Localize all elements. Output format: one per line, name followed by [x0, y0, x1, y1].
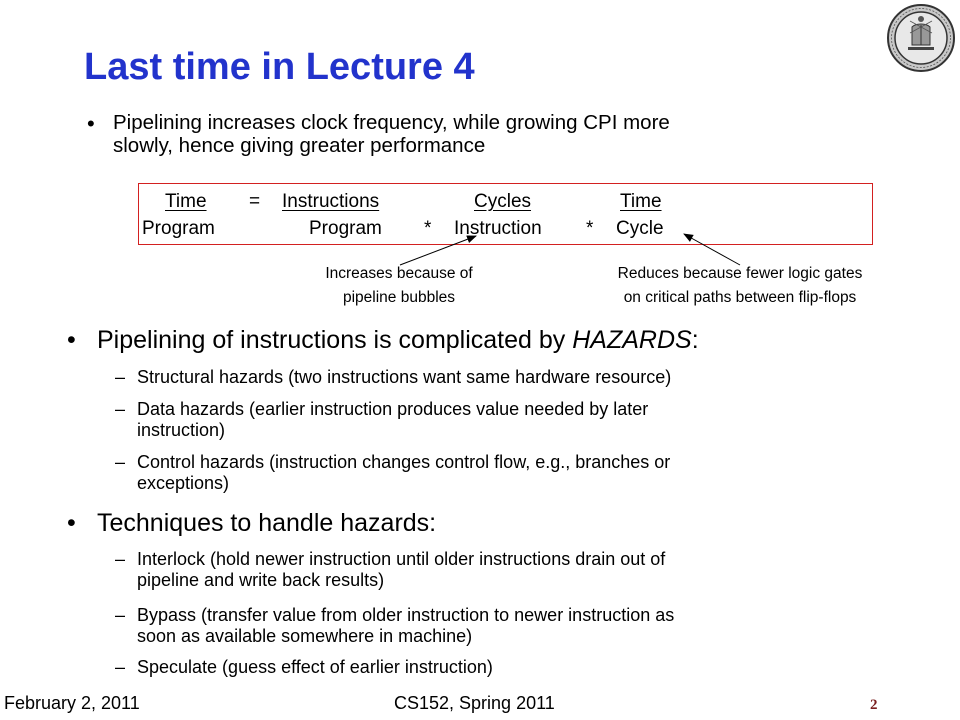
intro-bullet-line2: slowly, hence giving greater performance — [113, 134, 486, 157]
hazards-bullet-prefix: Pipelining of instructions is complicated by — [97, 326, 573, 354]
techniques-bullet: Techniques to handle hazards: — [97, 509, 437, 537]
hazard-item-dash: – — [115, 452, 126, 472]
bullet-dot: • — [67, 326, 76, 354]
technique-item-bypass-cont: soon as available somewhere in machine) — [137, 626, 473, 646]
annotation-logic-gates — [562, 262, 918, 310]
technique-item-speculate: Speculate (guess effect of earlier instruction) — [137, 657, 493, 677]
eq-program-denominator-2: Program — [309, 218, 382, 239]
technique-item-interlock: Interlock (hold newer instruction until older instructions drain out of — [137, 549, 666, 569]
technique-item-dash: – — [115, 605, 126, 625]
bullet-dot: • — [87, 111, 95, 136]
hazards-bullet — [97, 326, 699, 355]
eq-times-2: * — [586, 218, 594, 239]
footer-date: February 2, 2011 — [4, 693, 140, 713]
hazard-item-data: Data hazards (earlier instruction produces value needed by later — [137, 399, 649, 419]
technique-item-dash: – — [115, 657, 126, 677]
hazard-item-structural: Structural hazards (two instructions want same hardware resource) — [137, 367, 672, 387]
hazards-emphasis: HAZARDS — [572, 326, 692, 354]
annotation-bubbles-line2: pipeline bubbles — [342, 289, 456, 306]
eq-times-1: * — [424, 218, 432, 239]
technique-item-dash: – — [115, 549, 126, 569]
eq-time-numerator-2: Time — [620, 191, 662, 212]
eq-time-numerator: Time — [165, 191, 207, 212]
hazards-bullet-suffix: : — [691, 326, 699, 354]
hazard-item-control-cont: exceptions) — [137, 473, 230, 493]
technique-item-interlock-cont: pipeline and write back results) — [137, 570, 385, 590]
technique-item-bypass: Bypass (transfer value from older instruction to newer instruction as — [137, 605, 675, 625]
bullet-dot: • — [67, 509, 76, 537]
eq-cycles-numerator: Cycles — [474, 191, 532, 212]
eq-cycle-denominator: Cycle — [616, 218, 664, 239]
hazard-item-dash: – — [115, 367, 126, 387]
annotation-bubbles-line1: Increases because of — [325, 265, 473, 282]
eq-instructions-numerator: Instructions — [282, 191, 380, 212]
hazard-item-dash: – — [115, 399, 126, 419]
slide-title: Last time in Lecture 4 — [84, 46, 475, 88]
eq-program-denominator: Program — [142, 218, 215, 239]
hazard-item-control: Control hazards (instruction changes control flow, e.g., branches or — [137, 452, 671, 472]
hazard-item-data-cont: instruction) — [137, 420, 226, 440]
arrow-to-cycle — [684, 234, 740, 265]
footer-course: CS152, Spring 2011 — [394, 693, 555, 713]
arrow-to-cycles — [400, 236, 476, 265]
annotation-logic-gates-line2: on critical paths between flip-flops — [623, 289, 857, 306]
eq-instruction-denominator: Instruction — [454, 218, 542, 239]
intro-bullet-line1: Pipelining increases clock frequency, while growing CPI more — [113, 111, 670, 134]
annotation-logic-gates-line1: Reduces because fewer logic gates — [617, 265, 863, 282]
annotation-bubbles — [284, 262, 514, 310]
eq-equals: = — [249, 191, 261, 212]
page-number: 2 — [870, 697, 878, 713]
